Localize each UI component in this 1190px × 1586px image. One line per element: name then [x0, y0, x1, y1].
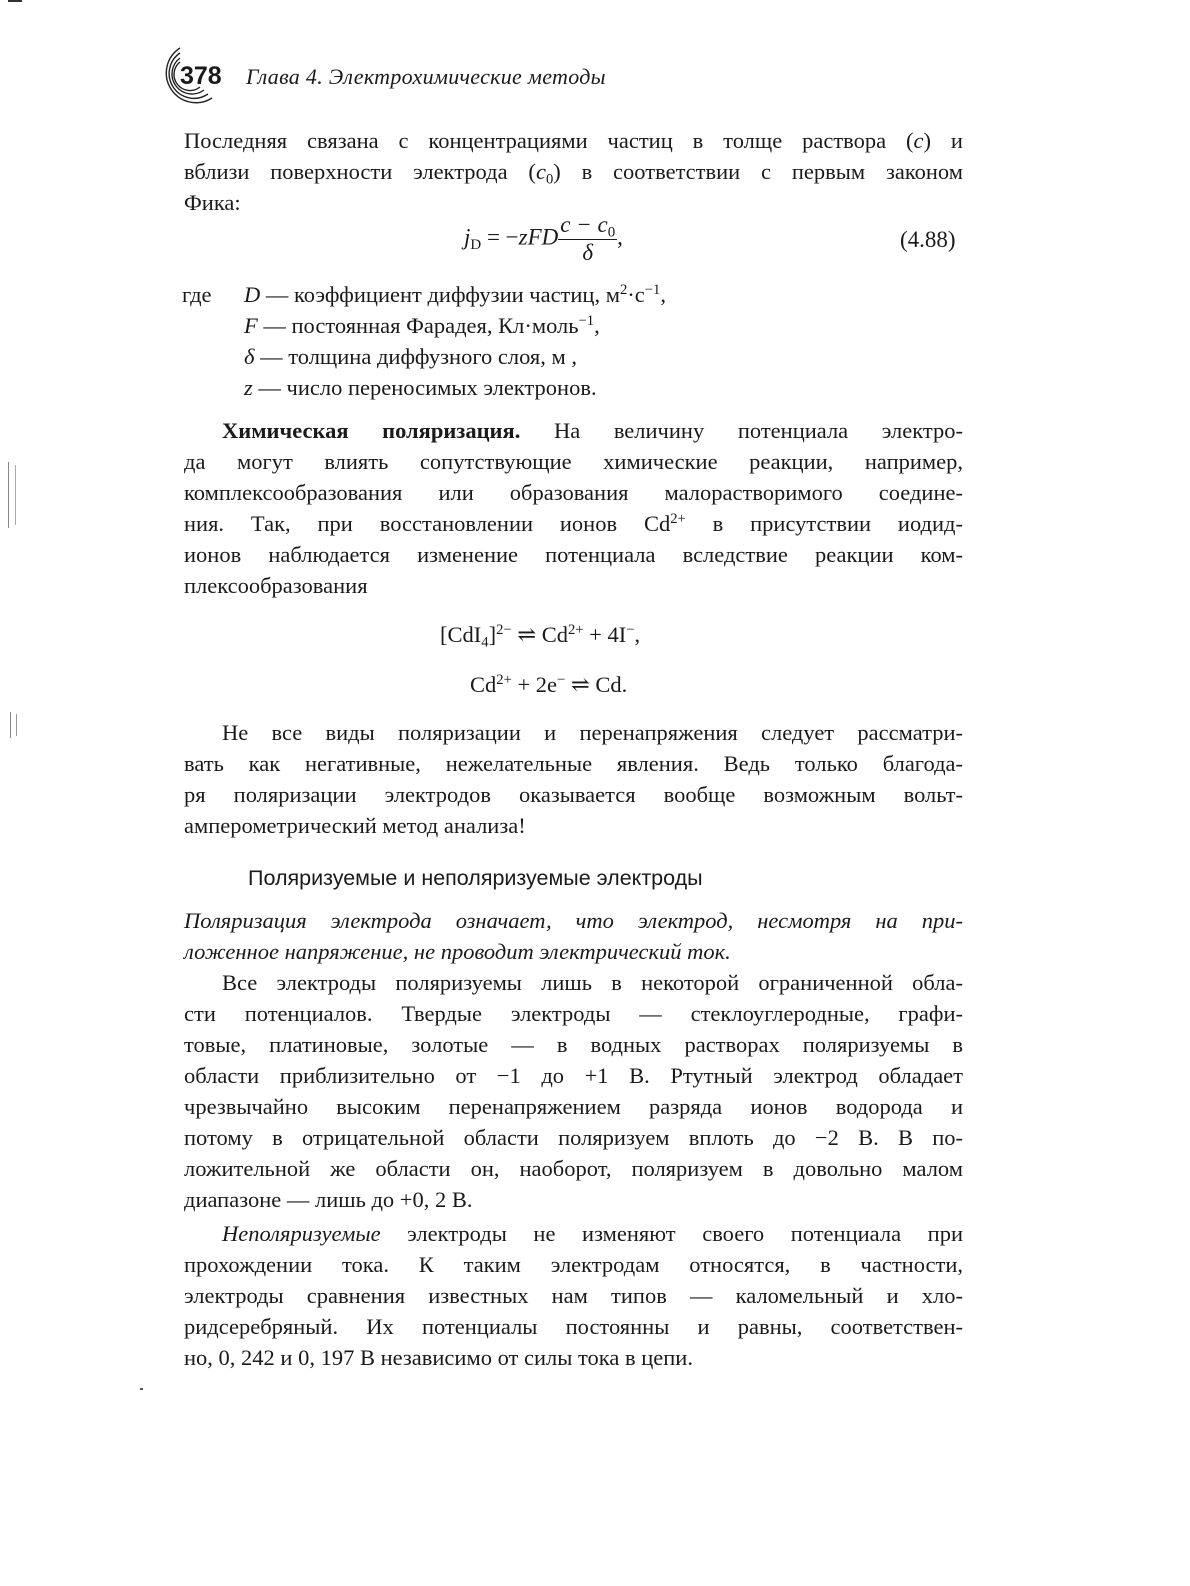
- scan-artifact: [8, 462, 9, 528]
- paragraph-line: но, 0, 242 и 0, 197 В независимо от силы тока в цепи.: [184, 1345, 693, 1370]
- fraction: $\frac{c - c_0}{\delta}$: [560, 212, 616, 265]
- paragraph-line: Последняя связана с концентрациями частиц в толще раствора (c) и: [184, 128, 963, 153]
- paragraph-line: ря поляризации электродов оказывается вообще возможным вольт-: [184, 782, 963, 807]
- paragraph-line: Фика:: [184, 190, 241, 215]
- paragraph-line: области приблизительно от −1 до +1 В. Ртутный электрод обладает: [184, 1063, 963, 1088]
- where-item: F — постоянная Фарадея, Кл·моль$^{-1}$,: [244, 312, 600, 338]
- paragraph-line: ионов наблюдается изменение потенциала вследствие реакции ком-: [184, 542, 963, 567]
- paragraph-line: вблизи поверхности электрода $(c_0)$ в соответствии с первым законом: [184, 159, 963, 188]
- where-item: z — число переносимых электронов.: [244, 375, 597, 400]
- italic-term: Неполяризуемые: [222, 1221, 381, 1246]
- paragraph-line: потому в отрицательной области поляризуем вплоть до −2 В. В по-: [184, 1125, 963, 1150]
- reaction-1: $[CdI_4]^{2-}$ ⇌ $Cd^{2+} + 4I^-$,: [440, 621, 641, 651]
- definition-line: Поляризация электрода означает, что электрод, несмотря на при-: [184, 908, 963, 933]
- paragraph-line: ридсеребряный. Их потенциалы постоянны и равны, соответствен-: [184, 1314, 963, 1339]
- reaction-2: $Cd^{2+} + 2e^-$ ⇌ Cd.: [470, 671, 628, 697]
- paragraph-line: диапазоне — лишь до +0, 2 В.: [184, 1187, 473, 1212]
- paragraph-line: Химическая поляризация. На величину потенциала электро-: [222, 418, 963, 443]
- section-heading: Поляризуемые и неполяризуемые электроды: [248, 866, 703, 890]
- scan-artifact: [15, 465, 16, 525]
- where-item: δ — толщина диффузного слоя, м ,: [244, 344, 578, 369]
- bold-term: Химическая поляризация.: [222, 418, 521, 443]
- paragraph-line: ложительной же области он, наоборот, поляризуем в довольно малом: [184, 1156, 963, 1181]
- paragraph-line: ния. Так, при восстановлении ионов $Cd^{2+}$ в присутствии иодид-: [184, 510, 963, 536]
- paragraph-line: амперометрический метод анализа!: [184, 813, 526, 838]
- scan-artifact: [8, 0, 22, 2]
- paragraph-line: Все электроды поляризуемы лишь в некоторой ограниченной обла-: [222, 970, 963, 995]
- paragraph-line: да могут влиять сопутствующие химические реакции, например,: [184, 449, 963, 474]
- page-number: 378: [180, 62, 222, 90]
- running-title: Глава 4. Электрохимические методы: [246, 64, 606, 89]
- paragraph-line: электроды сравнения известных нам типов — каломельный и хло-: [184, 1283, 963, 1308]
- scan-artifact: [140, 1388, 143, 1390]
- definition-line: ложенное напряжение, не проводит электрический ток.: [184, 939, 731, 964]
- scan-artifact: [10, 712, 11, 738]
- equation-number: (4.88): [900, 227, 956, 252]
- where-label: где: [182, 282, 212, 307]
- paragraph-line: комплексообразования или образования малорастворимого соедине-: [184, 480, 963, 505]
- paragraph-line: товые, платиновые, золотые — в водных растворах поляризуемы в: [184, 1032, 963, 1057]
- paragraph-line: чрезвычайно высоким перенапряжением разряда ионов водорода и: [184, 1094, 963, 1119]
- paragraph-line: сти потенциалов. Твердые электроды — стеклоуглеродные, графи-: [184, 1001, 963, 1026]
- equation-4-88: $j_D = -zFD$ $\frac{c - c_0}{\delta}$ ,: [464, 212, 623, 265]
- paragraph-line: Неполяризуемые электроды не изменяют своего потенциала при: [222, 1221, 963, 1246]
- paragraph-line: прохождении тока. К таким электродам относятся, в частности,: [184, 1252, 963, 1277]
- paragraph-line: плексообразования: [184, 573, 368, 598]
- where-item: D — коэффициент диффузии частиц, $м^2\cdot с^{-1}$,: [244, 281, 666, 307]
- paragraph-line: Не все виды поляризации и перенапряжения следует рассматри-: [222, 720, 963, 745]
- scan-artifact: [16, 714, 17, 736]
- paragraph-line: вать как негативные, нежелательные явления. Ведь только благода-: [184, 751, 963, 776]
